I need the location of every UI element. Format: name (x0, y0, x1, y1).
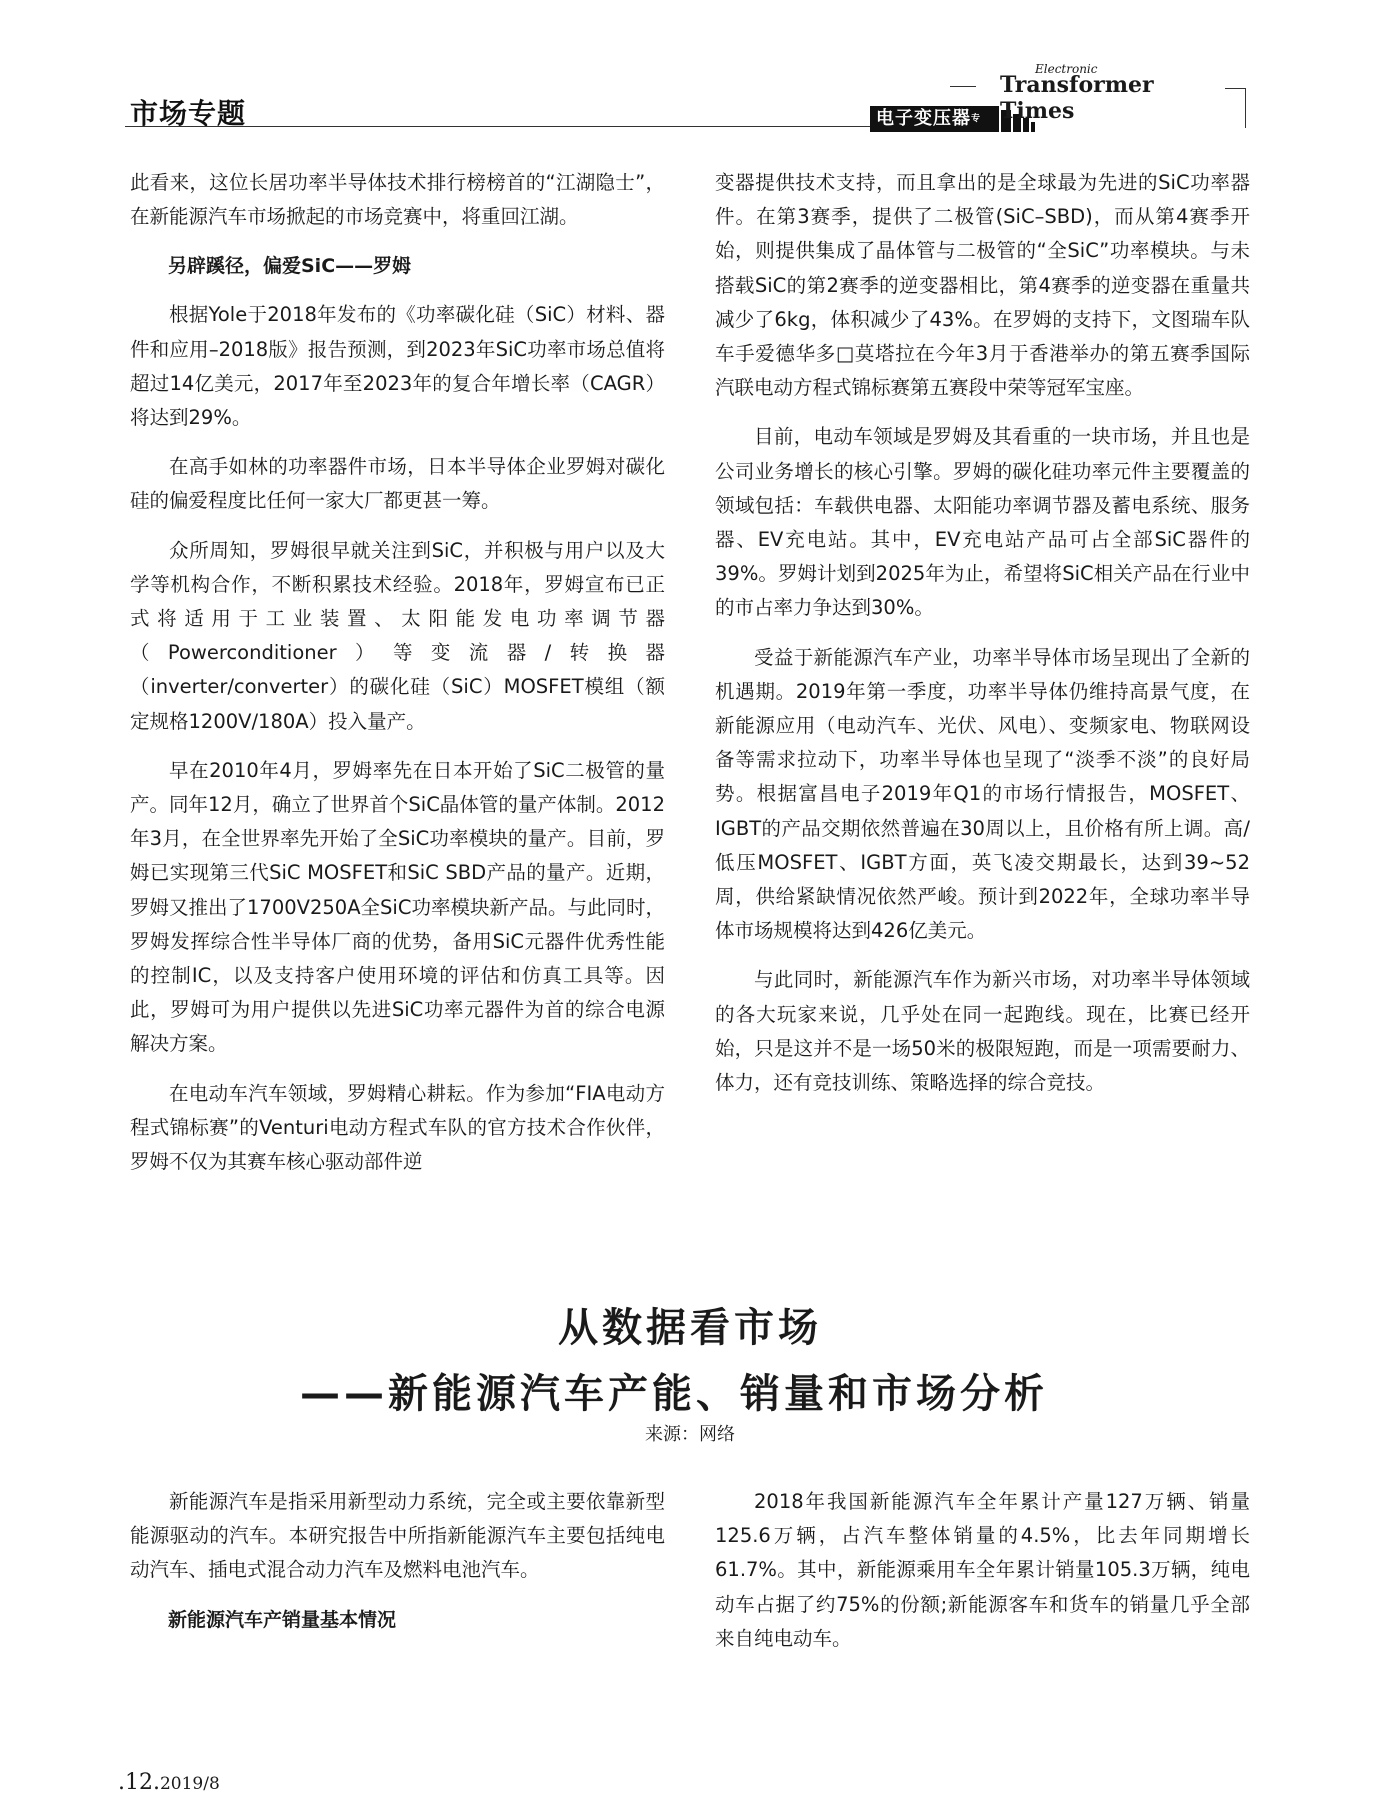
header-rule-right (1225, 88, 1245, 89)
masthead-box (870, 106, 985, 150)
article2-source: 来源：网络 (645, 1424, 735, 1445)
header-rule (125, 126, 870, 127)
header-rule-vertical (1245, 88, 1246, 128)
masthead-small: Electronic (1035, 62, 1098, 76)
paragraph: 目前，电动车领域是罗姆及其看重的一块市场，并且也是公司业务增长的核心引擎。罗姆的碳化硅功率元件主要覆盖的领域包括：车载供电器、太阳能功率调节器及蓄电系统、服务器、EV充电站。其中，EV充电站产品可占全部SiC器件的39%。罗姆计划到2025年为止，希望将SiC相关产品在行业中的市占率力争达到30%。 (715, 425, 1250, 620)
paragraph: 受益于新能源汽车产业，功率半导体市场呈现出了全新的机遇期。2019年第一季度，功率半导体仍维持高景气度，在新能源应用（电动汽车、光伏、风电）、变频家电、物联网设备等需求拉动下，功率半导体也呈现了“淡季不淡”的良好局势。根据富昌电子2019年Q1的市场行情报告，MOSFET、IGBT的产品交期依然普遍在30周以上，且价格有所上调。高/低压MOSFET、IGBT方面，英飞凌交期最长，达到39~52周，供给紧缺情况依然严峻。预计到2022年，全球功率半导体市场规模将达到426亿美元。 (715, 645, 1250, 943)
issue-date: 2019/8 (159, 1774, 220, 1794)
page-footer (118, 1770, 220, 1795)
paragraph: 早在2010年4月，罗姆率先在日本开始了SiC二极管的量产。同年12月，确立了世界首个SiC晶体管的量产体制。2012年3月，在全世界率先开始了全SiC功率模块的量产。目前，罗姆已实现第三代SiC MOSFET和SiC SBD产品的量产。近期，罗姆又推出了1700V250A全SiC功率模块新产品。与此同时，罗姆发挥综合性半导体厂商的优势，备用SiC元器件优秀性能的控制IC，以及支持客户使用环境的评估和仿真工具等。因此，罗姆可为用户提供以先进SiC功率元器件为首的综合电源解决方案。 (130, 758, 665, 1056)
masthead-tag: 专辑 (876, 114, 982, 150)
paragraph: 2018年我国新能源汽车全年累计产量127万辆、销量125.6万辆，占汽车整体销量的4.5%，比去年同期增长61.7%。其中，新能源乘用车全年累计销量105.3万辆，纯电动车占据了约75%的份额;新能源客车和货车的销量几乎全部来自纯电动车。 (715, 1490, 1250, 1650)
page-number: .12. (118, 1770, 160, 1795)
paragraph: 变器提供技术支持，而且拿出的是全球最为先进的SiC功率器件。在第3赛季，提供了二极管(SiC–SBD)，而从第4赛季开始，则提供集成了晶体管与二极管的“全SiC”功率模块。与未搭载SiC的第2赛季的逆变器相比，第4赛季的逆变器在重量共减少了6kg，体积减少了43%。在罗姆的支持下，文图瑞车队车手爱德华多□莫塔拉在今年3月于香港举办的第五赛季国际汽联电动方程式锦标赛第五赛段中荣等冠军宝座。 (715, 171, 1250, 400)
paragraph: 在电动车汽车领域，罗姆精心耕耘。作为参加“FIA电动方程式锦标赛”的Venturi电动方程式车队的官方技术合作伙伴，罗姆不仅为其赛车核心驱动部件逆 (130, 1081, 665, 1174)
paragraph: 此看来，这位长居功率半导体技术排行榜榜首的“江湖隐士”，在新能源汽车市场掀起的市场竞赛中，将重回江湖。 (130, 171, 665, 229)
paragraph: 与此同时，新能源汽车作为新兴市场，对功率半导体领域的各大玩家来说，几乎处在同一起跑线。现在，比赛已经开始，只是这并不是一场50米的极限短跑，而是一项需要耐力、体力，还有竞技训练、策略选择的综合竞技。 (715, 968, 1250, 1095)
section-title: 市场专题 (130, 97, 247, 130)
masthead-dash (950, 86, 976, 87)
paragraph: 在高手如林的功率器件市场，日本半导体企业罗姆对碳化硅的偏爱程度比任何一家大厂都更甚一筹。 (130, 455, 665, 513)
paragraph: 根据Yole于2018年发布的《功率碳化硅（SiC）材料、器件和应用–2018版》报告预测，到2023年SiC功率市场总值将超过14亿美元，2017年至2023年的复合年增长率（CAGR）将达到29%。 (130, 303, 665, 430)
section-heading: 另辟蹊径，偏爱SiC——罗姆 (168, 255, 412, 278)
article1-right-column (715, 166, 1250, 1115)
article2-title-line2: ——新能源汽车产能、销量和市场分析 (300, 1371, 1048, 1417)
article1-left-column (130, 166, 665, 1194)
paragraph: 新能源汽车是指采用新型动力系统，完全或主要依靠新型能源驱动的汽车。本研究报告中所指新能源汽车主要包括纯电动汽车、插电式混合动力汽车及燃料电池汽车。 (130, 1490, 665, 1582)
paragraph: 众所周知，罗姆很早就关注到SiC，并积极与用户以及大学等机构合作，不断积累技术经验。2018年，罗姆宣布已正式将适用于工业装置、太阳能发电功率调节器（Powerconditioner）等变流器/转换器（inverter/converter）的碳化硅（SiC）MOSFET模组（额定规格1200V/180A）投入量产。 (130, 538, 665, 733)
masthead-cn: 电子变压器 (876, 108, 971, 129)
article2-left-column (130, 1485, 665, 1652)
section-heading: 新能源汽车产销量基本情况 (168, 1608, 397, 1631)
masthead-big: Transformer Times (1000, 72, 1154, 124)
article2-right-column (715, 1485, 1250, 1671)
article2-title-line1: 从数据看市场 (558, 1305, 822, 1351)
